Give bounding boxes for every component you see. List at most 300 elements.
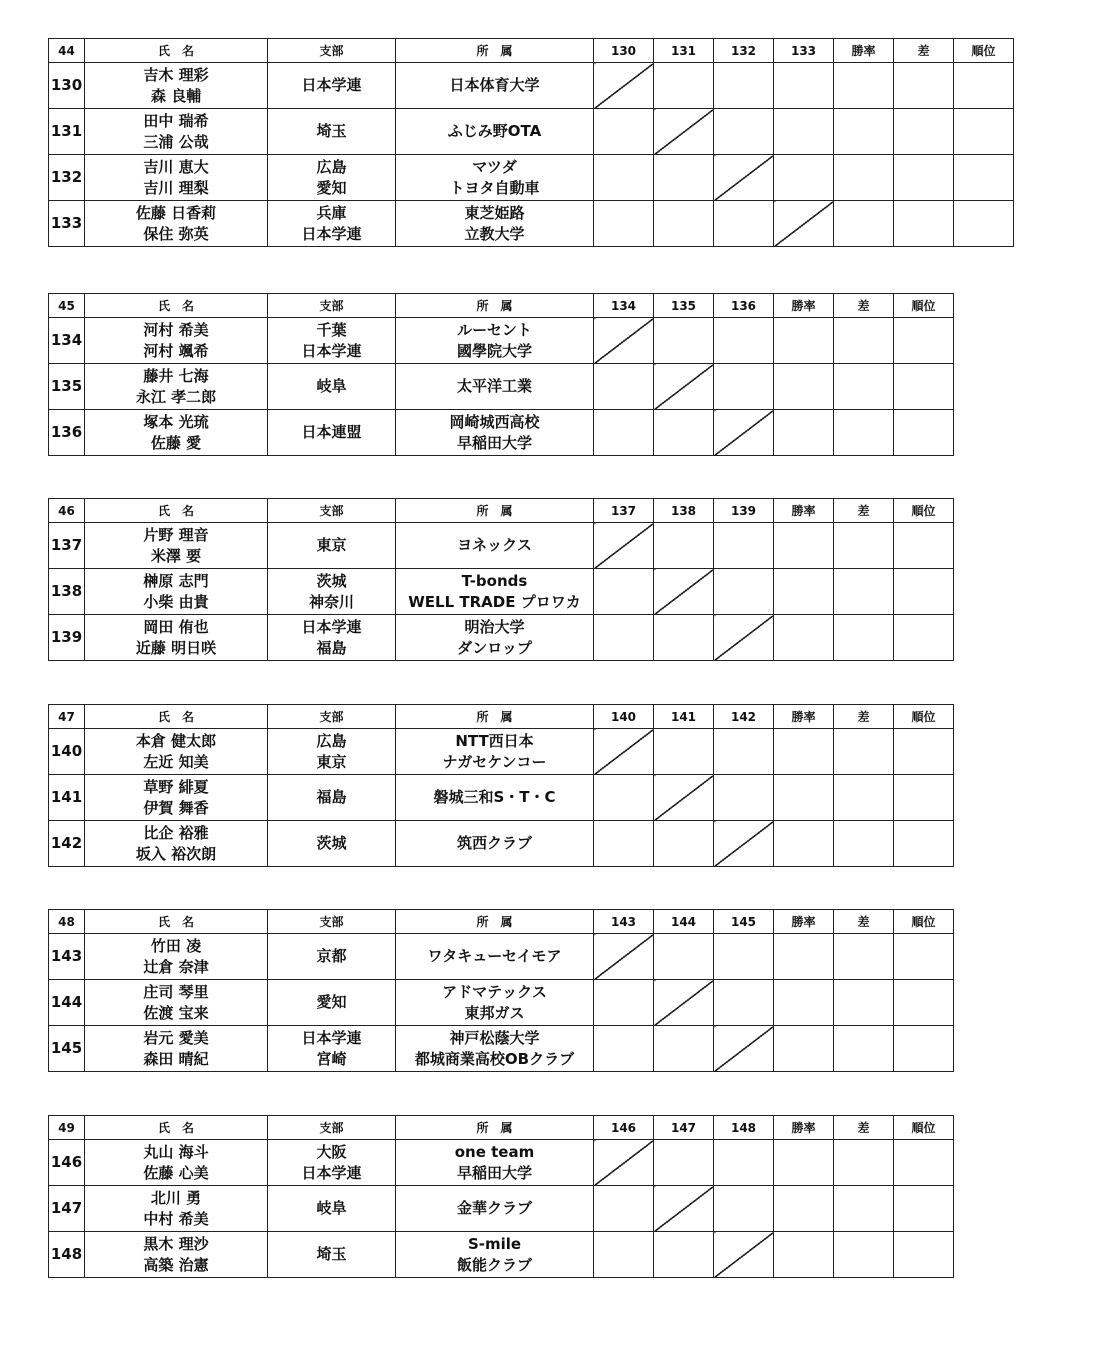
win-rate-cell[interactable] <box>774 615 834 661</box>
affiliation: ルーセント <box>457 320 532 339</box>
diagonal-cell <box>654 109 714 155</box>
affiliation: WELL TRADE プロワカ <box>408 592 581 611</box>
affiliation-cell <box>396 1140 594 1186</box>
table-row <box>49 410 954 456</box>
affiliation-cell <box>396 1186 594 1232</box>
affiliation: 筑西クラブ <box>456 834 532 852</box>
group-number: 44 <box>49 39 85 63</box>
win-rate-cell[interactable] <box>774 1140 834 1186</box>
table-row <box>49 934 954 980</box>
player-name: 米澤 要 <box>150 546 202 565</box>
affiliation: 早稲田大学 <box>456 433 532 452</box>
win-rate-cell[interactable] <box>774 775 834 821</box>
header-branch: 支部 <box>268 499 396 523</box>
table-row <box>49 109 1014 155</box>
rank-cell[interactable] <box>894 410 954 456</box>
diagonal-cell <box>774 201 834 247</box>
match-result-cell[interactable] <box>594 821 654 867</box>
win-rate-cell[interactable] <box>834 155 894 201</box>
player-name-cell <box>85 109 268 155</box>
rank-cell[interactable] <box>954 155 1014 201</box>
match-result-cell[interactable] <box>774 155 834 201</box>
player-id: 134 <box>49 318 85 364</box>
table-row <box>49 775 954 821</box>
header-match-146: 146 <box>594 1116 654 1140</box>
player-id: 136 <box>49 410 85 456</box>
match-result-cell[interactable] <box>714 318 774 364</box>
rank-cell[interactable] <box>894 729 954 775</box>
match-result-cell[interactable] <box>714 1140 774 1186</box>
player-name: 左近 知美 <box>143 752 209 771</box>
player-name: 草野 緋夏 <box>143 777 209 796</box>
branch: 東京 <box>316 752 347 771</box>
affiliation: 岡崎城西高校 <box>449 412 540 431</box>
rank-cell[interactable] <box>894 364 954 410</box>
affiliation: 神戸松蔭大学 <box>449 1028 540 1047</box>
player-name-cell <box>85 318 268 364</box>
win-rate-cell[interactable] <box>774 934 834 980</box>
table-row <box>49 1140 954 1186</box>
player-name: 河村 颯希 <box>143 341 209 360</box>
player-name-cell <box>85 155 268 201</box>
player-id: 139 <box>49 615 85 661</box>
player-name: 榊原 志門 <box>143 571 209 590</box>
affiliation-cell <box>396 569 594 615</box>
branch: 兵庫 <box>316 203 347 222</box>
branch-cell <box>268 318 396 364</box>
win-rate-cell[interactable] <box>834 63 894 109</box>
win-rate-cell[interactable] <box>774 729 834 775</box>
branch-cell <box>268 934 396 980</box>
affiliation: one team <box>454 1142 535 1161</box>
branch: 埼玉 <box>316 122 347 140</box>
player-name-cell <box>85 63 268 109</box>
header-rank: 順位 <box>894 294 954 318</box>
branch-cell <box>268 980 396 1026</box>
player-name: 森 良輔 <box>150 86 202 105</box>
header-branch: 支部 <box>268 910 396 934</box>
header-diff: 差 <box>834 294 894 318</box>
affiliation-cell <box>396 155 594 201</box>
player-name-cell <box>85 934 268 980</box>
affiliation-cell <box>396 775 594 821</box>
table-row <box>49 523 954 569</box>
branch: 福島 <box>316 788 347 806</box>
player-name: 藤井 七海 <box>143 366 209 385</box>
affiliation-cell <box>396 1026 594 1072</box>
header-diff: 差 <box>834 499 894 523</box>
match-result-cell[interactable] <box>654 615 714 661</box>
affiliation: 明治大学 <box>464 617 525 636</box>
diff-cell[interactable] <box>834 1140 894 1186</box>
win-rate-cell[interactable] <box>774 318 834 364</box>
win-rate-cell[interactable] <box>774 410 834 456</box>
player-id: 141 <box>49 775 85 821</box>
diff-cell[interactable] <box>894 109 954 155</box>
player-name: 佐藤 心美 <box>143 1163 209 1182</box>
player-name: 森田 晴紀 <box>143 1049 209 1068</box>
match-result-cell[interactable] <box>654 523 714 569</box>
rank-cell[interactable] <box>894 615 954 661</box>
win-rate-cell[interactable] <box>774 523 834 569</box>
diff-cell[interactable] <box>834 1026 894 1072</box>
affiliation: 都城商業高校OBクラブ <box>414 1049 575 1068</box>
group-table-46 <box>48 498 954 661</box>
affiliation-cell <box>396 201 594 247</box>
header-match-143: 143 <box>594 910 654 934</box>
header-match-133: 133 <box>774 39 834 63</box>
diff-cell[interactable] <box>834 318 894 364</box>
match-result-cell[interactable] <box>714 775 774 821</box>
group-table-49 <box>48 1115 954 1278</box>
branch: 愛知 <box>316 178 347 197</box>
header-rank: 順位 <box>894 499 954 523</box>
diff-cell[interactable] <box>834 1232 894 1278</box>
branch-cell <box>268 1232 396 1278</box>
header-name: 氏 名 <box>85 705 268 729</box>
header-affiliation: 所 属 <box>396 705 594 729</box>
header-match-130: 130 <box>594 39 654 63</box>
match-result-cell[interactable] <box>714 364 774 410</box>
match-result-cell[interactable] <box>594 1186 654 1232</box>
group-number: 47 <box>49 705 85 729</box>
branch-cell <box>268 569 396 615</box>
win-rate-cell[interactable] <box>774 1026 834 1072</box>
player-name: 坂入 裕次朗 <box>135 844 217 863</box>
match-result-cell[interactable] <box>594 1232 654 1278</box>
match-result-cell[interactable] <box>594 201 654 247</box>
header-win-rate: 勝率 <box>774 910 834 934</box>
match-result-cell[interactable] <box>714 523 774 569</box>
win-rate-cell[interactable] <box>774 569 834 615</box>
match-result-cell[interactable] <box>654 1026 714 1072</box>
group-table-45 <box>48 293 954 456</box>
player-name: 伊賀 舞香 <box>143 798 209 817</box>
group-number: 46 <box>49 499 85 523</box>
match-result-cell[interactable] <box>654 201 714 247</box>
player-id: 145 <box>49 1026 85 1072</box>
branch: 広島 <box>316 157 347 176</box>
affiliation: S-mile <box>467 1234 522 1253</box>
rank-cell[interactable] <box>954 109 1014 155</box>
diagonal-cell <box>654 775 714 821</box>
player-id: 135 <box>49 364 85 410</box>
group-table-47 <box>48 704 954 867</box>
diff-cell[interactable] <box>834 364 894 410</box>
branch-cell <box>268 523 396 569</box>
table-row <box>49 980 954 1026</box>
player-name: 北川 勇 <box>150 1188 202 1207</box>
player-name: 佐藤 愛 <box>150 433 202 452</box>
affiliation: マツダ <box>472 157 517 176</box>
affiliation: ワタキューセイモア <box>427 947 562 965</box>
diff-cell[interactable] <box>834 729 894 775</box>
match-result-cell[interactable] <box>654 1140 714 1186</box>
header-rank: 順位 <box>894 910 954 934</box>
player-name: 佐渡 宝来 <box>143 1003 209 1022</box>
player-name: 比企 裕雅 <box>143 823 209 842</box>
header-rank: 順位 <box>894 705 954 729</box>
player-name: 田中 瑞希 <box>143 111 209 130</box>
match-result-cell[interactable] <box>594 615 654 661</box>
match-result-cell[interactable] <box>654 63 714 109</box>
match-result-cell[interactable] <box>654 729 714 775</box>
group-table-44 <box>48 38 1014 247</box>
header-match-141: 141 <box>654 705 714 729</box>
diagonal-cell <box>714 410 774 456</box>
branch: 神奈川 <box>308 592 354 611</box>
match-result-cell[interactable] <box>654 410 714 456</box>
player-id: 148 <box>49 1232 85 1278</box>
player-name: 中村 希美 <box>143 1209 209 1228</box>
header-name: 氏 名 <box>85 1116 268 1140</box>
branch: 東京 <box>316 536 347 554</box>
branch-cell <box>268 63 396 109</box>
branch-cell <box>268 821 396 867</box>
win-rate-cell[interactable] <box>774 821 834 867</box>
branch: 日本学連 <box>301 1163 362 1182</box>
diff-cell[interactable] <box>834 1186 894 1232</box>
rank-cell[interactable] <box>894 980 954 1026</box>
group-number: 45 <box>49 294 85 318</box>
match-result-cell[interactable] <box>594 364 654 410</box>
header-match-139: 139 <box>714 499 774 523</box>
diagonal-cell <box>714 155 774 201</box>
branch-cell <box>268 615 396 661</box>
affiliation: 早稲田大学 <box>456 1163 532 1182</box>
affiliation-cell <box>396 980 594 1026</box>
rank-cell[interactable] <box>894 1140 954 1186</box>
branch-cell <box>268 775 396 821</box>
affiliation: 磐城三和S・T・C <box>433 788 556 806</box>
diff-cell[interactable] <box>834 821 894 867</box>
match-result-cell[interactable] <box>594 410 654 456</box>
diagonal-cell <box>714 615 774 661</box>
player-name: 竹田 凌 <box>150 936 202 955</box>
affiliation: 立教大学 <box>464 224 525 243</box>
match-result-cell[interactable] <box>654 1232 714 1278</box>
win-rate-cell[interactable] <box>774 1232 834 1278</box>
diff-cell[interactable] <box>834 410 894 456</box>
match-result-cell[interactable] <box>714 201 774 247</box>
diagonal-cell <box>654 364 714 410</box>
header-affiliation: 所 属 <box>396 910 594 934</box>
player-name: 吉川 理梨 <box>143 178 209 197</box>
header-affiliation: 所 属 <box>396 294 594 318</box>
player-name: 庄司 琴里 <box>143 982 209 1001</box>
header-rank: 順位 <box>894 1116 954 1140</box>
diff-cell[interactable] <box>834 775 894 821</box>
match-result-cell[interactable] <box>714 1186 774 1232</box>
branch: 日本学連 <box>301 224 362 243</box>
rank-cell[interactable] <box>894 775 954 821</box>
branch: 千葉 <box>316 320 347 339</box>
branch: 茨城 <box>316 571 347 590</box>
branch-cell <box>268 201 396 247</box>
win-rate-cell[interactable] <box>834 201 894 247</box>
header-match-140: 140 <box>594 705 654 729</box>
player-id: 142 <box>49 821 85 867</box>
affiliation-cell <box>396 364 594 410</box>
rank-cell[interactable] <box>894 569 954 615</box>
diagonal-cell <box>654 569 714 615</box>
match-result-cell[interactable] <box>714 109 774 155</box>
rank-cell[interactable] <box>894 1026 954 1072</box>
diagonal-cell <box>714 1026 774 1072</box>
player-name: 河村 希美 <box>143 320 209 339</box>
diff-cell[interactable] <box>894 155 954 201</box>
header-diff: 差 <box>894 39 954 63</box>
player-id: 143 <box>49 934 85 980</box>
rank-cell[interactable] <box>954 201 1014 247</box>
table-row <box>49 63 1014 109</box>
branch-cell <box>268 1186 396 1232</box>
match-result-cell[interactable] <box>594 775 654 821</box>
player-name: 岡田 侑也 <box>143 617 209 636</box>
diagonal-cell <box>594 318 654 364</box>
diagonal-cell <box>594 63 654 109</box>
header-rank: 順位 <box>954 39 1014 63</box>
win-rate-cell[interactable] <box>774 364 834 410</box>
diff-cell[interactable] <box>834 980 894 1026</box>
match-result-cell[interactable] <box>714 980 774 1026</box>
match-result-cell[interactable] <box>654 155 714 201</box>
win-rate-cell[interactable] <box>834 109 894 155</box>
affiliation: 日本体育大学 <box>449 76 540 94</box>
match-result-cell[interactable] <box>714 569 774 615</box>
player-name: 永江 孝二郎 <box>135 387 217 406</box>
diagonal-cell <box>714 1232 774 1278</box>
header-match-147: 147 <box>654 1116 714 1140</box>
affiliation: ふじみ野OTA <box>447 122 542 140</box>
match-result-cell[interactable] <box>714 729 774 775</box>
branch-cell <box>268 1026 396 1072</box>
player-name: 岩元 愛美 <box>143 1028 209 1047</box>
player-id: 146 <box>49 1140 85 1186</box>
diff-cell[interactable] <box>834 523 894 569</box>
rank-cell[interactable] <box>894 934 954 980</box>
match-result-cell[interactable] <box>594 569 654 615</box>
player-id: 144 <box>49 980 85 1026</box>
rank-cell[interactable] <box>894 1232 954 1278</box>
diff-cell[interactable] <box>894 63 954 109</box>
header-name: 氏 名 <box>85 39 268 63</box>
diff-cell[interactable] <box>834 934 894 980</box>
win-rate-cell[interactable] <box>774 980 834 1026</box>
player-name: 辻倉 奈津 <box>143 957 209 976</box>
rank-cell[interactable] <box>954 63 1014 109</box>
diff-cell[interactable] <box>834 615 894 661</box>
table-row <box>49 155 1014 201</box>
affiliation-cell <box>396 934 594 980</box>
match-result-cell[interactable] <box>654 934 714 980</box>
affiliation-cell <box>396 615 594 661</box>
affiliation: 太平洋工業 <box>456 377 532 395</box>
diagonal-cell <box>594 729 654 775</box>
match-result-cell[interactable] <box>774 63 834 109</box>
player-id: 131 <box>49 109 85 155</box>
player-name-cell <box>85 410 268 456</box>
player-name-cell <box>85 1140 268 1186</box>
match-result-cell[interactable] <box>594 1026 654 1072</box>
match-result-cell[interactable] <box>594 109 654 155</box>
branch-cell <box>268 410 396 456</box>
player-id: 140 <box>49 729 85 775</box>
branch-cell <box>268 1140 396 1186</box>
player-name-cell <box>85 821 268 867</box>
win-rate-cell[interactable] <box>774 1186 834 1232</box>
affiliation-cell <box>396 410 594 456</box>
match-result-cell[interactable] <box>774 109 834 155</box>
header-win-rate: 勝率 <box>834 39 894 63</box>
rank-cell[interactable] <box>894 1186 954 1232</box>
group-number: 49 <box>49 1116 85 1140</box>
affiliation-cell <box>396 729 594 775</box>
branch: 岐阜 <box>316 1199 347 1217</box>
player-name-cell <box>85 523 268 569</box>
header-win-rate: 勝率 <box>774 1116 834 1140</box>
branch: 日本連盟 <box>301 423 362 441</box>
header-match-135: 135 <box>654 294 714 318</box>
branch: 日本学連 <box>301 617 362 636</box>
rank-cell[interactable] <box>894 821 954 867</box>
diff-cell[interactable] <box>894 201 954 247</box>
branch: 広島 <box>316 731 347 750</box>
match-result-cell[interactable] <box>654 821 714 867</box>
affiliation: 國學院大学 <box>456 341 532 360</box>
branch: 愛知 <box>316 993 347 1011</box>
branch-cell <box>268 155 396 201</box>
table-row <box>49 569 954 615</box>
player-name-cell <box>85 201 268 247</box>
diff-cell[interactable] <box>834 569 894 615</box>
rank-cell[interactable] <box>894 318 954 364</box>
player-name-cell <box>85 364 268 410</box>
branch: 岐阜 <box>316 377 347 395</box>
table-row <box>49 1026 954 1072</box>
header-match-132: 132 <box>714 39 774 63</box>
player-name: 三浦 公哉 <box>143 132 209 151</box>
player-name-cell <box>85 980 268 1026</box>
match-result-cell[interactable] <box>594 980 654 1026</box>
match-result-cell[interactable] <box>654 318 714 364</box>
affiliation: 東邦ガス <box>464 1003 525 1022</box>
player-name-cell <box>85 729 268 775</box>
diagonal-cell <box>654 1186 714 1232</box>
affiliation: NTT西日本 <box>455 731 534 750</box>
header-diff: 差 <box>834 705 894 729</box>
table-row <box>49 1232 954 1278</box>
table-row <box>49 615 954 661</box>
player-name: 塚本 光琉 <box>143 412 209 431</box>
table-row <box>49 364 954 410</box>
header-affiliation: 所 属 <box>396 39 594 63</box>
match-result-cell[interactable] <box>714 63 774 109</box>
branch-cell <box>268 729 396 775</box>
player-name: 近藤 明日咲 <box>135 638 217 657</box>
player-name: 丸山 海斗 <box>143 1142 209 1161</box>
affiliation: T-bonds <box>461 571 528 590</box>
header-win-rate: 勝率 <box>774 705 834 729</box>
diagonal-cell <box>654 980 714 1026</box>
match-result-cell[interactable] <box>594 155 654 201</box>
rank-cell[interactable] <box>894 523 954 569</box>
player-id: 137 <box>49 523 85 569</box>
header-match-131: 131 <box>654 39 714 63</box>
table-row <box>49 201 1014 247</box>
affiliation: ヨネックス <box>457 536 532 554</box>
match-result-cell[interactable] <box>714 934 774 980</box>
